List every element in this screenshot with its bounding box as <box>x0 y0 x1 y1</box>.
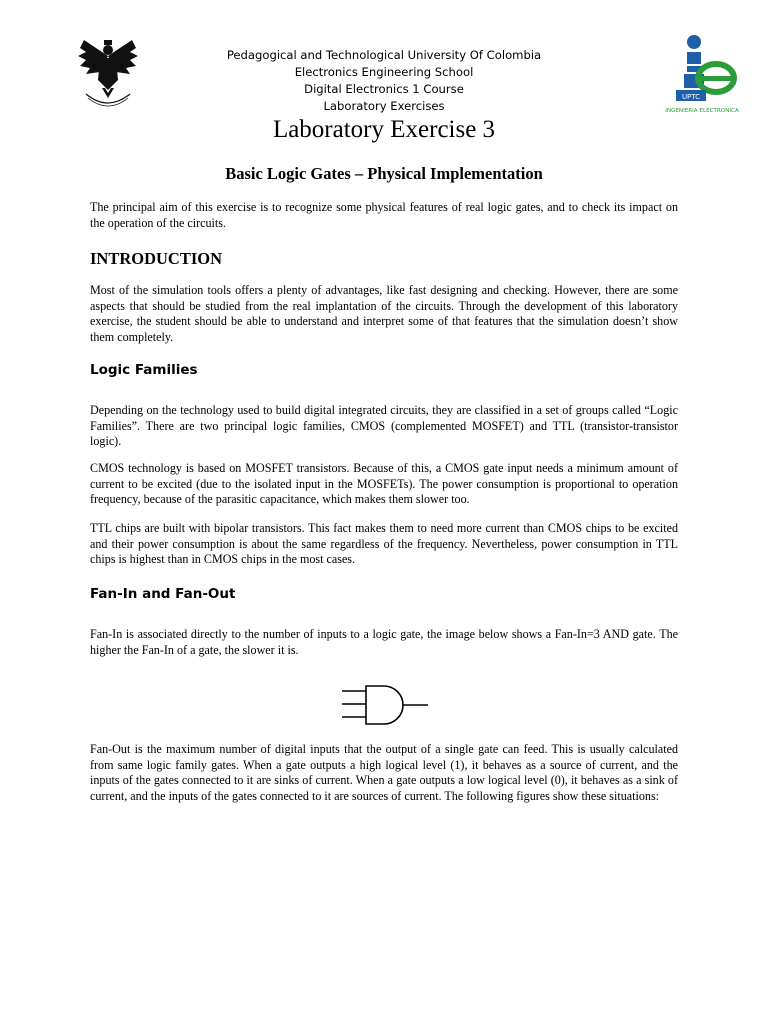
introduction-heading: INTRODUCTION <box>90 249 223 268</box>
introduction-paragraph: Most of the simulation tools offers a plenty of advantages, like fast designing and checking. However, there are some aspects that should be studied from the real implantation of the circuits. Through the development of this laboratory exercise, the student should be able to understand and interpret some of that features that the simulation doesn’t show them completely. <box>90 283 678 344</box>
logic-families-paragraph-1: Depending on the technology used to build digital integrated circuits, they are classified in a set of groups called “Logic Families”. There are two principal logic families, CMOS (complemented MOSFET) and TTL (transistor-transistor logic). <box>90 403 678 449</box>
logo-badge-text: UPTC <box>681 93 701 101</box>
header-course: Digital Electronics 1 Course <box>304 82 464 96</box>
fan-out-paragraph: Fan-Out is the maximum number of digital inputs that the output of a single gate can feed. This is usually calculated from same logic family gates. When a gate outputs a high logical level (1), it behaves as a source of current, and the inputs of the gates connected to it are sinks of current. When a gate outputs a low logical level (0), it behaves as a sink of current, and the inputs of the gates connected to it are sources of current. The following figures show these situations: <box>90 742 678 803</box>
and-gate-icon <box>340 684 432 726</box>
logo-caption: INGENIERIA ELECTRONICA <box>665 108 739 114</box>
ie-logo-icon <box>660 30 744 118</box>
header-lab: Laboratory Exercises <box>323 99 445 113</box>
header-school: Electronics Engineering School <box>294 65 474 79</box>
logic-families-heading: Logic Families <box>90 362 198 378</box>
ttl-paragraph: TTL chips are built with bipolar transistors. This fact makes them to need more current than CMOS chips to be excited and their power consumption is about the same regardless of the frequency. Nevertheless, power consumption in TTL chips is highest than in CMOS chips in the most cases. <box>90 521 678 567</box>
page-title: Laboratory Exercise 3 <box>272 116 496 143</box>
page-subtitle: Basic Logic Gates – Physical Implementation <box>225 164 543 183</box>
header-university: Pedagogical and Technological University Of Colombia <box>226 48 542 62</box>
fan-heading: Fan-In and Fan-Out <box>90 586 236 602</box>
university-crest-icon <box>76 34 140 114</box>
aim-paragraph: The principal aim of this exercise is to recognize some physical features of real logic gates, and to check its impact on the operation of the circuits. <box>90 200 678 230</box>
fan-in-paragraph: Fan-In is associated directly to the number of inputs to a logic gate, the image below shows a Fan-In=3 AND gate. The higher the Fan-In of a gate, the slower it is. <box>90 627 678 657</box>
cmos-paragraph: CMOS technology is based on MOSFET transistors. Because of this, a CMOS gate input needs a minimum amount of current to be excited (due to the isolated input in the MOSFETs). The power consumption is proportional to operation frequency, because of the parasitic capacitance, which makes them slower too. <box>90 461 678 507</box>
